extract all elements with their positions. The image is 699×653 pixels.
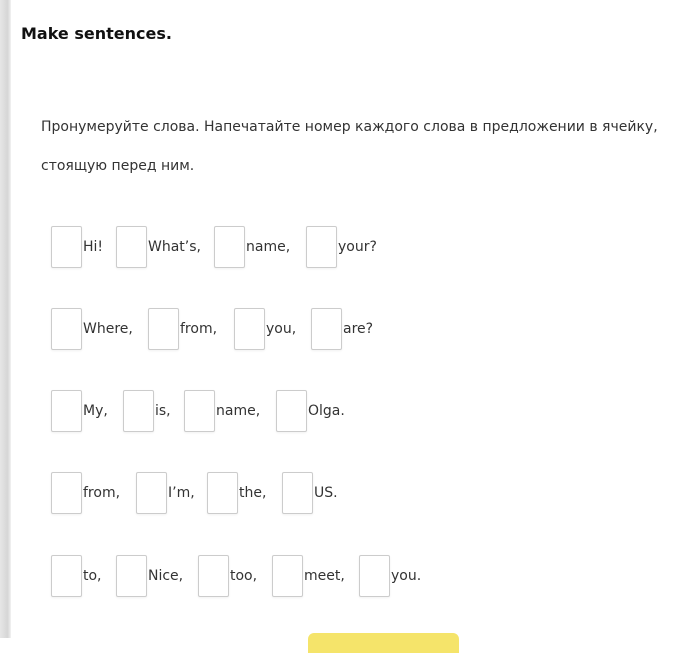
word-item <box>311 308 373 350</box>
word-order-input[interactable] <box>276 390 307 432</box>
word-label: Olga. <box>308 403 345 419</box>
word-item <box>184 390 260 432</box>
word-order-input[interactable] <box>136 472 167 514</box>
word-order-input[interactable] <box>311 308 342 350</box>
word-label: are? <box>343 321 374 337</box>
word-order-input[interactable] <box>116 226 147 268</box>
word-order-input[interactable] <box>123 390 154 432</box>
word-label: from, <box>180 321 218 337</box>
word-order-input[interactable] <box>198 555 229 597</box>
word-label: too, <box>230 568 258 584</box>
word-item <box>198 555 257 597</box>
word-label: My, <box>83 403 108 419</box>
word-item <box>123 390 171 432</box>
word-label: is, <box>155 403 171 419</box>
word-item <box>51 555 102 597</box>
page-edge-shadow <box>0 0 11 638</box>
word-order-input[interactable] <box>359 555 390 597</box>
word-order-input[interactable] <box>207 472 238 514</box>
word-label: name, <box>216 403 261 419</box>
word-label: the, <box>239 485 267 501</box>
word-label: name, <box>246 239 291 255</box>
word-label: you. <box>391 568 422 584</box>
word-item <box>51 390 108 432</box>
word-label: What’s, <box>148 239 201 255</box>
word-order-input[interactable] <box>51 308 82 350</box>
word-label: Nice, <box>148 568 184 584</box>
word-item <box>282 472 338 514</box>
word-label: your? <box>338 239 377 255</box>
word-item <box>207 472 266 514</box>
word-item <box>136 472 195 514</box>
word-order-input[interactable] <box>51 472 82 514</box>
word-order-input[interactable] <box>51 555 82 597</box>
word-item <box>359 555 421 597</box>
exercise-instruction: Пронумеруйте слова. Напечатайте номер каждого слова в предложении в ячейку, стоящую перед ним. <box>41 119 658 174</box>
word-order-input[interactable] <box>116 555 147 597</box>
word-order-input[interactable] <box>306 226 337 268</box>
word-label: I’m, <box>168 485 195 501</box>
submit-button[interactable] <box>308 633 459 653</box>
word-item <box>214 226 290 268</box>
word-item <box>51 472 120 514</box>
word-label: to, <box>83 568 102 584</box>
word-label: US. <box>314 485 338 501</box>
word-item <box>234 308 296 350</box>
word-item <box>306 226 377 268</box>
word-item <box>51 308 133 350</box>
word-item <box>116 555 183 597</box>
word-order-input[interactable] <box>51 390 82 432</box>
word-label: meet, <box>304 568 345 584</box>
word-order-input[interactable] <box>214 226 245 268</box>
word-order-input[interactable] <box>234 308 265 350</box>
word-item <box>116 226 201 268</box>
word-item <box>51 226 103 268</box>
word-item <box>148 308 217 350</box>
word-order-input[interactable] <box>148 308 179 350</box>
word-item <box>272 555 345 597</box>
word-order-input[interactable] <box>184 390 215 432</box>
word-item <box>276 390 345 432</box>
word-order-input[interactable] <box>272 555 303 597</box>
word-order-input[interactable] <box>282 472 313 514</box>
word-label: Hi! <box>83 239 104 255</box>
word-label: from, <box>83 485 121 501</box>
word-label: you, <box>266 321 297 337</box>
exercise-title: Make sentences. <box>21 24 172 43</box>
word-label: Where, <box>83 321 133 337</box>
word-order-input[interactable] <box>51 226 82 268</box>
